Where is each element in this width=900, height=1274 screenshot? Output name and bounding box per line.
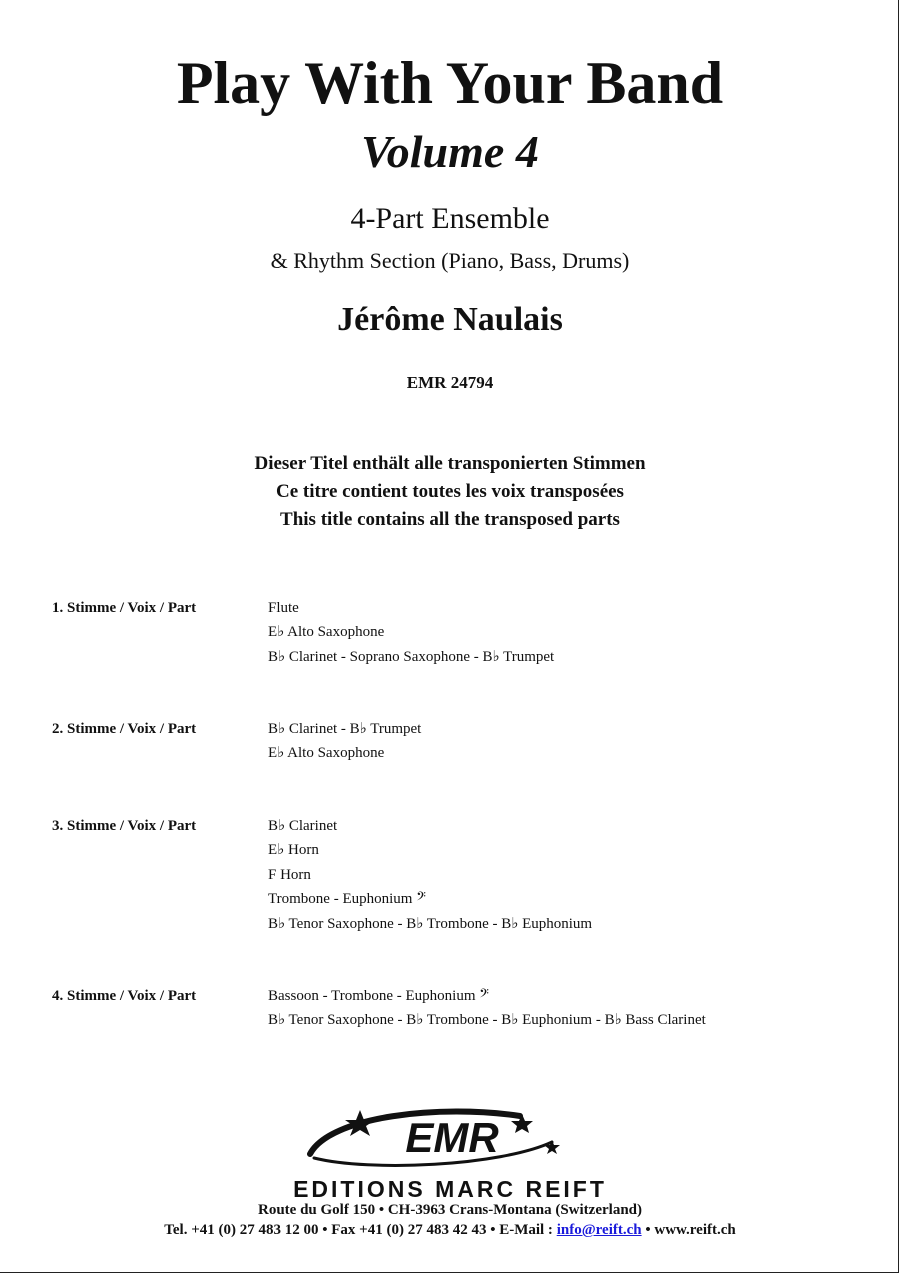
list-item: E♭ Alto Saxophone <box>268 745 385 762</box>
list-item: Trombone - Euphonium 𝄢 <box>268 891 426 908</box>
list-item: Bassoon - Trombone - Euphonium 𝄢 <box>268 988 489 1004</box>
part-2-instrument-list <box>268 717 421 766</box>
part-2-label: 2. Stimme / Voix / Part <box>52 721 197 737</box>
ensemble-line: 4-Part Ensemble <box>350 202 550 235</box>
contact-phone-fax: Tel. +41 (0) 27 483 12 00 • Fax +41 (0) 27 483 42 43 • E-Mail : <box>164 1222 557 1238</box>
publisher-contact <box>0 1220 900 1240</box>
part-3-label: 3. Stimme / Voix / Part <box>52 818 197 834</box>
list-item: E♭ Horn <box>268 842 319 859</box>
notice-english: This title contains all the transposed parts <box>280 509 620 530</box>
part-4-instrument-list <box>268 984 706 1033</box>
part-1-label: 1. Stimme / Voix / Part <box>52 600 197 616</box>
page-title: Play With Your Band <box>176 50 724 116</box>
email-link[interactable]: info@reift.ch <box>556 1222 642 1238</box>
logo-text: EMR <box>405 1114 499 1161</box>
list-item: B♭ Tenor Saxophone - B♭ Trombone - B♭ Euphonium - B♭ Bass Clarinet <box>268 1012 706 1029</box>
list-item: E♭ Alto Saxophone <box>268 624 385 641</box>
list-item: Flute <box>268 600 299 616</box>
list-item: B♭ Clarinet <box>268 818 338 834</box>
notice-french: Ce titre contient toutes les voix transposées <box>276 481 624 502</box>
list-item: B♭ Clarinet - B♭ Trumpet <box>268 721 422 737</box>
composer-name: Jérôme Naulais <box>337 301 563 338</box>
part-4-label: 4. Stimme / Voix / Part <box>52 988 197 1004</box>
part-1-instrument-list <box>268 596 554 669</box>
notice-german: Dieser Titel enthält alle transponierten Stimmen <box>254 453 646 474</box>
publisher-name: EDITIONS MARC REIFT <box>293 1176 607 1202</box>
contact-website[interactable]: • www.reift.ch <box>641 1222 736 1238</box>
list-item: F Horn <box>268 866 311 883</box>
emr-logo-icon <box>290 1102 610 1174</box>
rhythm-section-line: & Rhythm Section (Piano, Bass, Drums) <box>270 248 630 273</box>
list-item: B♭ Tenor Saxophone - B♭ Trombone - B♭ Euphonium <box>268 915 593 932</box>
list-item: B♭ Clarinet - Soprano Saxophone - B♭ Trumpet <box>268 648 555 665</box>
part-3-instrument-list <box>268 814 592 936</box>
catalog-number: EMR 24794 <box>406 373 494 392</box>
publisher-address: Route du Golf 150 • CH-3963 Crans-Montana (Switzerland) <box>258 1202 642 1218</box>
volume-subtitle: Volume 4 <box>361 126 539 177</box>
